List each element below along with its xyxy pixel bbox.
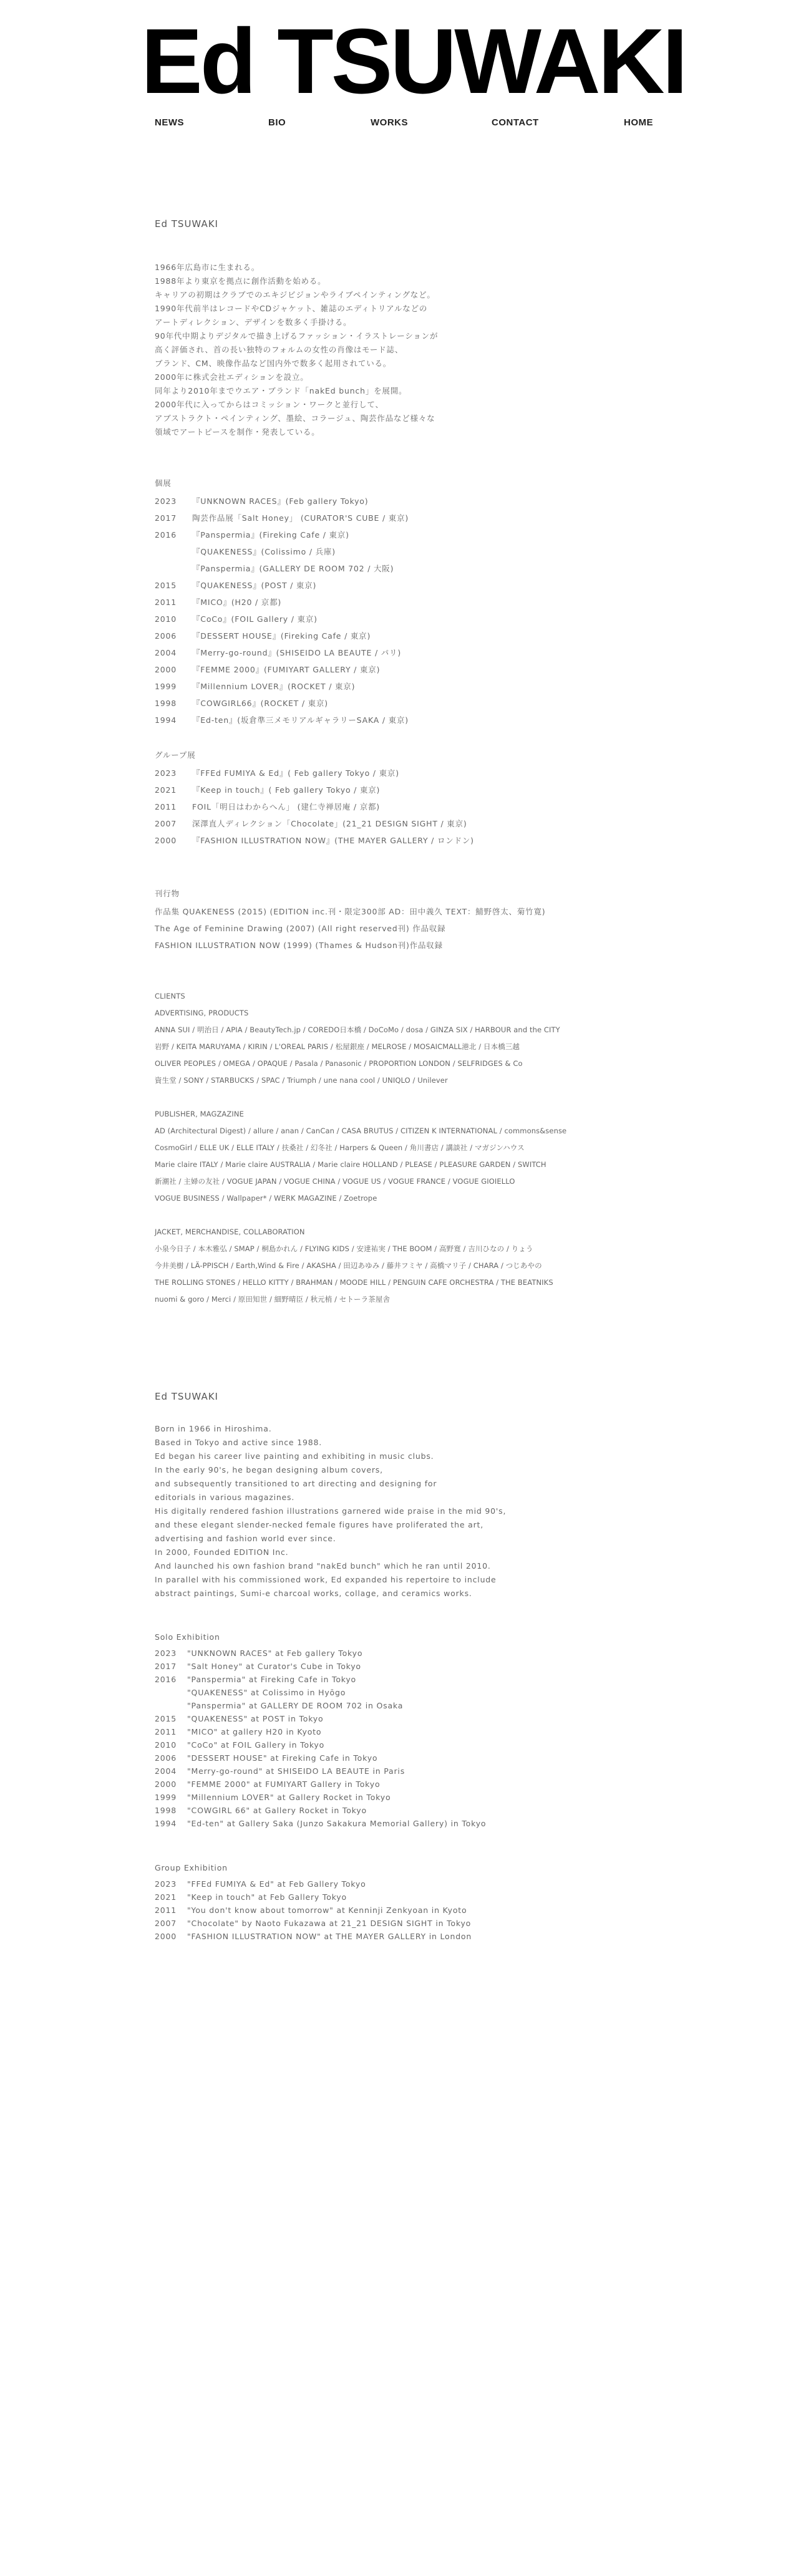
bio-line: Ed began his career live painting and exhibiting in music clubs. xyxy=(155,1451,434,1461)
publication-line: FASHION ILLUSTRATION NOW (1999) (Thames & Hudson刊)作品収録 xyxy=(155,941,443,950)
exhibition-text: 『QUAKENESS』(Colissimo / 兵庫) xyxy=(192,547,336,556)
exhibition-year: 2010 xyxy=(155,614,177,624)
exhibition-row xyxy=(155,543,629,560)
group-en-section xyxy=(155,1861,629,1943)
clients-jacket-title: JACKET, MERCHANDISE, COLLABORATION xyxy=(155,1227,305,1236)
exhibition-text: 『Panspermia』(Fireking Cafe / 東京) xyxy=(192,530,349,540)
exhibition-row xyxy=(155,1817,629,1830)
exhibition-row xyxy=(155,765,629,782)
exhibition-text: "Millennium LOVER" at Gallery Rocket in Tokyo xyxy=(187,1793,391,1802)
exhibition-text: "CoCo" at FOIL Gallery in Tokyo xyxy=(187,1740,325,1750)
exhibition-text: 『Millennium LOVER』(ROCKET / 東京) xyxy=(192,682,356,691)
bio-line: In parallel with his commissioned work, Ed expanded his repertoire to include xyxy=(155,1575,497,1584)
exhibition-row xyxy=(155,1917,629,1930)
exhibition-row xyxy=(155,560,629,577)
bio-line: 1990年代前半はレコードやCDジャケット、雑誌のエディトリアルなどの xyxy=(155,304,428,313)
exhibition-row xyxy=(155,1686,629,1699)
bio-line: and subsequently transitioned to art directing and designing for xyxy=(155,1479,437,1488)
exhibition-text: 『CoCo』(FOIL Gallery / 東京) xyxy=(192,614,318,624)
exhibition-year: 2023 xyxy=(155,496,177,506)
exhibition-row xyxy=(155,594,629,611)
exhibition-row xyxy=(155,1647,629,1660)
bio-line: 同年より2010年までウエア・ブランド「nakEd bunch」を展開。 xyxy=(155,386,407,395)
exhibition-row xyxy=(155,526,629,543)
exhibition-row xyxy=(155,1891,629,1904)
bio-line: And launched his own fashion brand "nakEd bunch" which he ran until 2010. xyxy=(155,1561,491,1571)
exhibition-row xyxy=(155,1660,629,1673)
exhibition-year: 2004 xyxy=(155,1766,177,1776)
exhibition-year: 2017 xyxy=(155,1662,177,1671)
exhibition-text: 陶芸作品展「Salt Honey」 (CURATOR'S CUBE / 東京) xyxy=(192,513,409,523)
client-line: CosmoGirl / ELLE UK / ELLE ITALY / 扶桑社 / 幻冬社 / Harpers & Queen / 角川書店 / 講談社 / マガジンハウス xyxy=(155,1143,525,1152)
exhibition-row xyxy=(155,627,629,644)
exhibition-text: "Merry-go-round" at SHISEIDO LA BEAUTE in Paris xyxy=(187,1766,405,1776)
exhibition-year: 2004 xyxy=(155,648,177,657)
group-ja-title: グループ展 xyxy=(155,750,196,760)
exhibition-year: 1999 xyxy=(155,682,177,691)
bio-line: abstract paintings, Sumi-e charcoal works, collage, and ceramics works. xyxy=(155,1589,472,1598)
exhibition-row xyxy=(155,577,629,594)
exhibition-text: "MICO" at gallery H20 in Kyoto xyxy=(187,1727,322,1736)
exhibition-row xyxy=(155,815,629,832)
bio-line: and these elegant slender-necked female figures have proliferated the art, xyxy=(155,1520,483,1529)
exhibition-year: 2011 xyxy=(155,1727,177,1736)
exhibition-text: "FFEd FUMIYA & Ed" at Feb Gallery Tokyo xyxy=(187,1879,366,1889)
exhibition-year xyxy=(155,1686,187,1699)
exhibition-text: 『Merry-go-round』(SHISEIDO LA BEAUTE / パリ) xyxy=(192,648,402,657)
nav-contact[interactable]: CONTACT xyxy=(492,117,539,128)
exhibition-text: 深澤直人ディレクション「Chocolate」(21_21 DESIGN SIGHT / 東京) xyxy=(192,819,467,828)
exhibition-year: 1998 xyxy=(155,699,177,708)
exhibition-year: 2006 xyxy=(155,631,177,641)
exhibition-year: 2023 xyxy=(155,768,177,778)
exhibition-row xyxy=(155,1751,629,1765)
exhibition-text: "Chocolate" by Naoto Fukazawa at 21_21 DESIGN SIGHT in Tokyo xyxy=(187,1919,472,1928)
client-line: Marie claire ITALY / Marie claire AUSTRALIA / Marie claire HOLLAND / PLEASE / PLEASURE GARDEN / SWITCH xyxy=(155,1160,546,1169)
exhibition-text: "UNKNOWN RACES" at Feb gallery Tokyo xyxy=(187,1649,363,1658)
client-line: VOGUE BUSINESS / Wallpaper* / WERK MAGAZINE / Zoetrope xyxy=(155,1194,377,1203)
exhibition-row xyxy=(155,1930,629,1943)
bio-line: アートディレクション、デザインを数多く手掛ける。 xyxy=(155,317,352,327)
main-nav xyxy=(155,117,654,130)
client-line: ANNA SUI / 明治日 / APIA / BeautyTech.jp / COREDO日本橋 / DoCoMo / dosa / GINZA SIX / HARBOUR and the CITY xyxy=(155,1025,560,1034)
exhibition-row xyxy=(155,798,629,815)
exhibition-text: "You don't know about tomorrow" at Kenninji Zenkyoan in Kyoto xyxy=(187,1905,467,1915)
solo-ja-title: 個展 xyxy=(155,478,172,488)
exhibition-year: 1999 xyxy=(155,1793,177,1802)
exhibition-text: 『FASHION ILLUSTRATION NOW』(THE MAYER GALLERY / ロンドン) xyxy=(192,836,474,845)
bio-en-title: Ed TSUWAKI xyxy=(155,1391,218,1402)
exhibition-row xyxy=(155,493,629,510)
bio-line: ブランド、CM、映像作品など国内外で数多く起用されている。 xyxy=(155,359,392,368)
exhibition-year xyxy=(155,560,192,577)
client-line: 新潮社 / 主婦の友社 / VOGUE JAPAN / VOGUE CHINA / VOGUE US / VOGUE FRANCE / VOGUE GIOIELLO xyxy=(155,1177,515,1186)
exhibition-text: 『DESSERT HOUSE』(Fireking Cafe / 東京) xyxy=(192,631,371,641)
nav-home[interactable]: HOME xyxy=(624,117,653,128)
exhibition-row xyxy=(155,712,629,729)
exhibition-year: 1994 xyxy=(155,1819,177,1828)
client-line: 今井美樹 / LÄ-PPISCH / Earth,Wind & Fire / AKASHA / 田辺あゆみ / 藤井フミヤ / 高橋マリ子 / CHARA / つじあやの xyxy=(155,1261,542,1270)
bio-ja-title: Ed TSUWAKI xyxy=(155,218,218,230)
clients-title: CLIENTS xyxy=(155,992,185,1000)
exhibition-row xyxy=(155,1804,629,1817)
exhibition-year: 2000 xyxy=(155,836,177,845)
exhibition-year: 2016 xyxy=(155,530,177,540)
nav-works[interactable]: WORKS xyxy=(371,117,408,128)
exhibition-row xyxy=(155,661,629,678)
clients-advertising-title: ADVERTISING, PRODUCTS xyxy=(155,1009,249,1017)
exhibition-year xyxy=(155,543,192,560)
exhibition-year: 2007 xyxy=(155,819,177,828)
exhibition-year xyxy=(155,1699,187,1712)
exhibition-text: 『COWGIRL66』(ROCKET / 東京) xyxy=(192,699,328,708)
exhibition-year: 2011 xyxy=(155,1905,177,1915)
exhibition-row xyxy=(155,1877,629,1891)
bio-line: 90年代中期よりデジタルで描き上げるファッション・イラストレーションが xyxy=(155,331,439,341)
exhibition-text: "QUAKENESS" at POST in Tokyo xyxy=(187,1714,324,1723)
clients-publisher-title: PUBLISHER, MAGZAZINE xyxy=(155,1110,244,1118)
site-logo[interactable]: Ed TSUWAKI xyxy=(141,10,686,113)
nav-news[interactable]: NEWS xyxy=(155,117,184,128)
exhibition-row xyxy=(155,1725,629,1738)
exhibition-year: 2006 xyxy=(155,1753,177,1763)
bio-line: アブストラクト・ペインティング、墨絵、コラージュ、陶芸作品など様々な xyxy=(155,414,435,423)
exhibition-row xyxy=(155,782,629,798)
solo-en-section xyxy=(155,1630,629,1830)
exhibition-year: 2023 xyxy=(155,1649,177,1658)
publications-section xyxy=(155,887,629,954)
exhibition-row xyxy=(155,695,629,712)
exhibition-year: 1998 xyxy=(155,1806,177,1815)
exhibition-text: 『FFEd FUMIYA & Ed』( Feb gallery Tokyo / 東京) xyxy=(192,768,399,778)
exhibition-text: "Panspermia" at GALLERY DE ROOM 702 in Osaka xyxy=(187,1701,404,1710)
exhibition-text: 『QUAKENESS』(POST / 東京) xyxy=(192,581,317,590)
bio-line: His digitally rendered fashion illustrations garnered wide praise in the mid 90's, xyxy=(155,1506,507,1516)
bio-ja-text xyxy=(155,261,629,439)
exhibition-text: "QUAKENESS" at Colissimo in Hyōgo xyxy=(187,1688,346,1697)
exhibition-row xyxy=(155,1712,629,1725)
exhibition-year: 2010 xyxy=(155,1740,177,1750)
group-ja-section xyxy=(155,748,629,849)
exhibition-row xyxy=(155,1791,629,1804)
exhibition-year: 2011 xyxy=(155,598,177,607)
bio-line: 高く評価され、首の長い独特のフォルムの女性の肖像はモード誌、 xyxy=(155,345,404,354)
exhibition-row xyxy=(155,832,629,849)
bio-line: In the early 90's, he began designing album covers, xyxy=(155,1465,383,1474)
bio-en-section xyxy=(155,1390,629,1600)
exhibition-text: "FASHION ILLUSTRATION NOW" at THE MAYER GALLERY in London xyxy=(187,1932,472,1941)
exhibition-row xyxy=(155,1904,629,1917)
client-line: AD (Architectural Digest) / allure / anan / CanCan / CASA BRUTUS / CITIZEN K INTERNATIONAL / commons&sense xyxy=(155,1126,567,1135)
solo-ja-section xyxy=(155,477,629,729)
exhibition-text: "Keep in touch" at Feb Gallery Tokyo xyxy=(187,1892,347,1902)
bio-en-text xyxy=(155,1422,629,1600)
exhibition-year: 2000 xyxy=(155,1779,177,1789)
exhibition-text: "FEMME 2000" at FUMIYART Gallery in Tokyo xyxy=(187,1779,381,1789)
solo-en-title: Solo Exhibition xyxy=(155,1632,220,1642)
bio-line: Born in 1966 in Hiroshima. xyxy=(155,1424,272,1433)
exhibition-text: 『UNKNOWN RACES』(Feb gallery Tokyo) xyxy=(192,496,369,506)
publications-title: 刊行物 xyxy=(155,889,180,898)
bio-line: 2000年に株式会社エディションを設立。 xyxy=(155,372,309,382)
exhibition-text: "Salt Honey" at Curator's Cube in Tokyo xyxy=(187,1662,361,1671)
client-line: nuomi & goro / Merci / 原田知世 / 細野晴臣 / 秋元梢 / セトーラ茶屋舎 xyxy=(155,1295,391,1304)
client-line: OLIVER PEOPLES / OMEGA / OPAQUE / Pasala / Panasonic / PROPORTION LONDON / SELFRIDGES & Co xyxy=(155,1059,523,1068)
exhibition-row xyxy=(155,644,629,661)
exhibition-row xyxy=(155,678,629,695)
exhibition-text: 『Keep in touch』( Feb gallery Tokyo / 東京) xyxy=(192,785,381,795)
bio-line: 1966年広島市に生まれる。 xyxy=(155,263,260,272)
exhibition-text: "Ed-ten" at Gallery Saka (Junzo Sakakura Memorial Gallery) in Tokyo xyxy=(187,1819,487,1828)
exhibition-text: 『Panspermia』(GALLERY DE ROOM 702 / 大阪) xyxy=(192,564,394,573)
client-line: THE ROLLING STONES / HELLO KITTY / BRAHMAN / MOODE HILL / PENGUIN CAFE ORCHESTRA / THE BEATNIKS xyxy=(155,1278,553,1287)
exhibition-row xyxy=(155,1765,629,1778)
client-line: 岩野 / KEITA MARUYAMA / KIRIN / L'OREAL PARIS / 松屋銀座 / MELROSE / MOSAICMALL港北 / 日本橋三越 xyxy=(155,1042,520,1051)
exhibition-year: 2000 xyxy=(155,665,177,674)
bio-line: advertising and fashion world ever since. xyxy=(155,1534,336,1543)
exhibition-year: 2011 xyxy=(155,802,177,811)
group-en-title: Group Exhibition xyxy=(155,1863,228,1872)
exhibition-row xyxy=(155,510,629,526)
exhibition-year: 2015 xyxy=(155,1714,177,1723)
clients-section xyxy=(155,988,629,1308)
bio-line: editorials in various magazines. xyxy=(155,1493,295,1502)
exhibition-row xyxy=(155,1673,629,1686)
exhibition-row xyxy=(155,1699,629,1712)
publication-line: 作品集 QUAKENESS (2015) (EDITION inc.刊・限定300部 AD：田中義久 TEXT：鯖野啓太、菊竹寛) xyxy=(155,907,546,916)
client-line: 小泉今日子 / 本木雅弘 / SMAP / 桐島かれん / FLYING KIDS / 安達祐実 / THE BOOM / 高野寛 / 吉川ひなの / りょう xyxy=(155,1244,533,1253)
exhibition-row xyxy=(155,1738,629,1751)
exhibition-text: 『MICO』(H20 / 京都) xyxy=(192,598,282,607)
exhibition-text: "DESSERT HOUSE" at Fireking Cafe in Tokyo xyxy=(187,1753,378,1763)
exhibition-year: 1994 xyxy=(155,715,177,725)
exhibition-year: 2016 xyxy=(155,1675,177,1684)
exhibition-year: 2007 xyxy=(155,1919,177,1928)
bio-line: 領域でアートピースを制作・発表している。 xyxy=(155,427,320,437)
exhibition-year: 2000 xyxy=(155,1932,177,1941)
exhibition-year: 2021 xyxy=(155,785,177,795)
exhibition-year: 2021 xyxy=(155,1892,177,1902)
nav-bio[interactable]: BIO xyxy=(268,117,286,128)
exhibition-text: "Panspermia" at Fireking Cafe in Tokyo xyxy=(187,1675,357,1684)
exhibition-row xyxy=(155,1778,629,1791)
bio-line: In 2000, Founded EDITION Inc. xyxy=(155,1547,289,1557)
exhibition-year: 2023 xyxy=(155,1879,177,1889)
exhibition-row xyxy=(155,611,629,627)
exhibition-text: 『Ed-ten』(坂倉準三メモリアルギャラリーSAKA / 東京) xyxy=(192,715,409,725)
exhibition-text: FOIL「明日はわからへん」 (建仁寺禅居庵 / 京都) xyxy=(192,802,380,811)
bio-line: Based in Tokyo and active since 1988. xyxy=(155,1438,322,1447)
bio-line: 2000年代に入ってからはコミッション・ワークと並行して、 xyxy=(155,400,384,409)
exhibition-year: 2017 xyxy=(155,513,177,523)
bio-ja-section xyxy=(155,217,629,439)
bio-line: 1988年より東京を拠点に創作活動を始める。 xyxy=(155,276,326,286)
publication-line: The Age of Feminine Drawing (2007) (All right reserved刊) 作品収録 xyxy=(155,924,446,933)
exhibition-text: 『FEMME 2000』(FUMIYART GALLERY / 東京) xyxy=(192,665,381,674)
bio-line: キャリアの初期はクラブでのエキジビジョンやライブペインティングなど。 xyxy=(155,290,435,299)
exhibition-text: "COWGIRL 66" at Gallery Rocket in Tokyo xyxy=(187,1806,367,1815)
client-line: 資生堂 / SONY / STARBUCKS / SPAC / Triumph / une nana cool / UNIQLO / Unilever xyxy=(155,1076,448,1085)
exhibition-year: 2015 xyxy=(155,581,177,590)
